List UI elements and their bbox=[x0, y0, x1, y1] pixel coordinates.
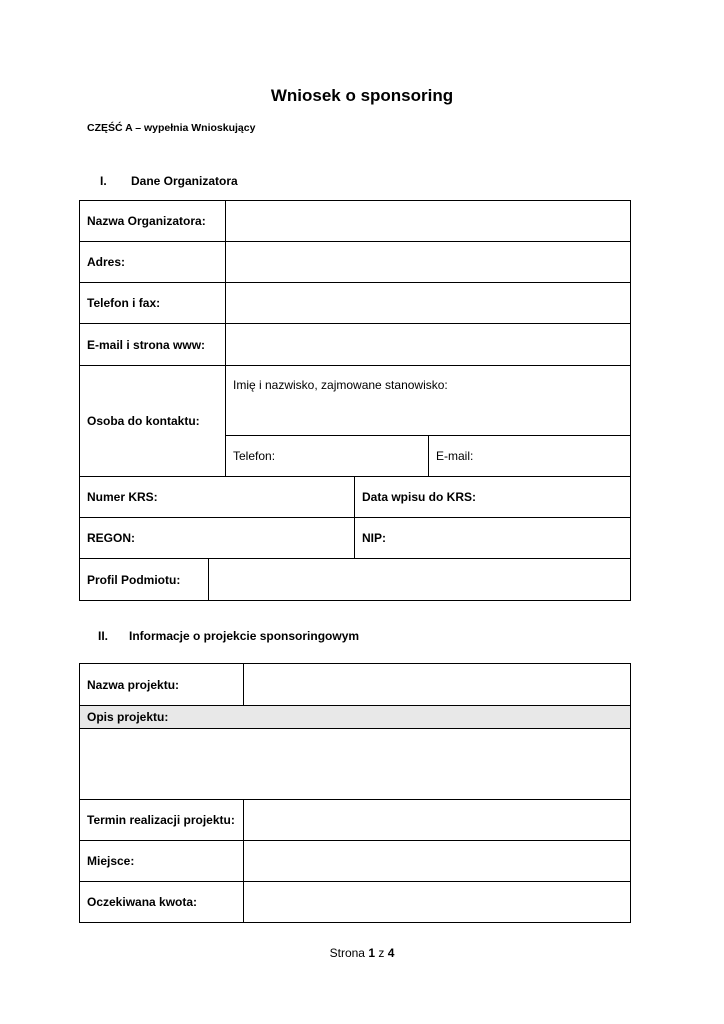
krs-number-label: Numer KRS: bbox=[87, 490, 158, 504]
organizer-name-field[interactable] bbox=[225, 200, 631, 242]
address-field[interactable] bbox=[225, 241, 631, 283]
section-2-number: II. bbox=[98, 629, 109, 643]
location-label: Miejsce: bbox=[79, 840, 244, 882]
contact-phone-field[interactable] bbox=[225, 435, 429, 477]
krs-number-field[interactable] bbox=[79, 476, 355, 518]
contact-email-label: E-mail: bbox=[436, 449, 474, 463]
contact-person-label: Osoba do kontaktu: bbox=[79, 365, 226, 477]
section-1-number: I. bbox=[100, 174, 107, 188]
footer-prefix: Strona bbox=[329, 946, 365, 960]
email-www-field[interactable] bbox=[225, 323, 631, 366]
regon-field[interactable] bbox=[79, 517, 355, 559]
contact-name-position-field[interactable] bbox=[225, 365, 631, 436]
organizer-name-label: Nazwa Organizatora: bbox=[79, 200, 226, 242]
part-a-heading: CZĘŚĆ A – wypełnia Wnioskujący bbox=[87, 122, 256, 134]
page-footer bbox=[0, 946, 724, 960]
project-name-field[interactable] bbox=[243, 663, 631, 706]
contact-phone-label: Telefon: bbox=[233, 449, 276, 463]
phone-fax-field[interactable] bbox=[225, 282, 631, 324]
project-name-label: Nazwa projektu: bbox=[79, 663, 244, 706]
footer-total-pages: 4 bbox=[387, 946, 395, 960]
profile-label: Profil Podmiotu: bbox=[79, 558, 209, 601]
project-deadline-field[interactable] bbox=[243, 799, 631, 841]
document-title: Wniosek o sponsoring bbox=[270, 86, 454, 105]
contact-email-field[interactable] bbox=[428, 435, 631, 477]
phone-fax-label: Telefon i fax: bbox=[79, 282, 226, 324]
expected-amount-label: Oczekiwana kwota: bbox=[79, 881, 244, 923]
project-description-field[interactable] bbox=[79, 728, 631, 800]
nip-label: NIP: bbox=[362, 531, 386, 545]
section-1-title: Dane Organizatora bbox=[131, 174, 238, 188]
section-2-title: Informacje o projekcie sponsoringowym bbox=[129, 629, 360, 643]
contact-name-position-label: Imię i nazwisko, zajmowane stanowisko: bbox=[233, 378, 448, 392]
address-label: Adres: bbox=[79, 241, 226, 283]
nip-field[interactable] bbox=[354, 517, 631, 559]
footer-separator: z bbox=[378, 946, 385, 960]
section-1-heading bbox=[100, 174, 500, 190]
expected-amount-field[interactable] bbox=[243, 881, 631, 923]
footer-page-number: 1 bbox=[368, 946, 375, 960]
email-www-label: E-mail i strona www: bbox=[79, 323, 226, 366]
project-description-label: Opis projektu: bbox=[79, 705, 631, 729]
krs-date-field[interactable] bbox=[354, 476, 631, 518]
krs-date-label: Data wpisu do KRS: bbox=[362, 490, 477, 504]
location-field[interactable] bbox=[243, 840, 631, 882]
project-deadline-label: Termin realizacji projektu: bbox=[79, 799, 244, 841]
profile-field[interactable] bbox=[208, 558, 631, 601]
regon-label: REGON: bbox=[87, 531, 135, 545]
section-2-heading bbox=[98, 629, 498, 645]
